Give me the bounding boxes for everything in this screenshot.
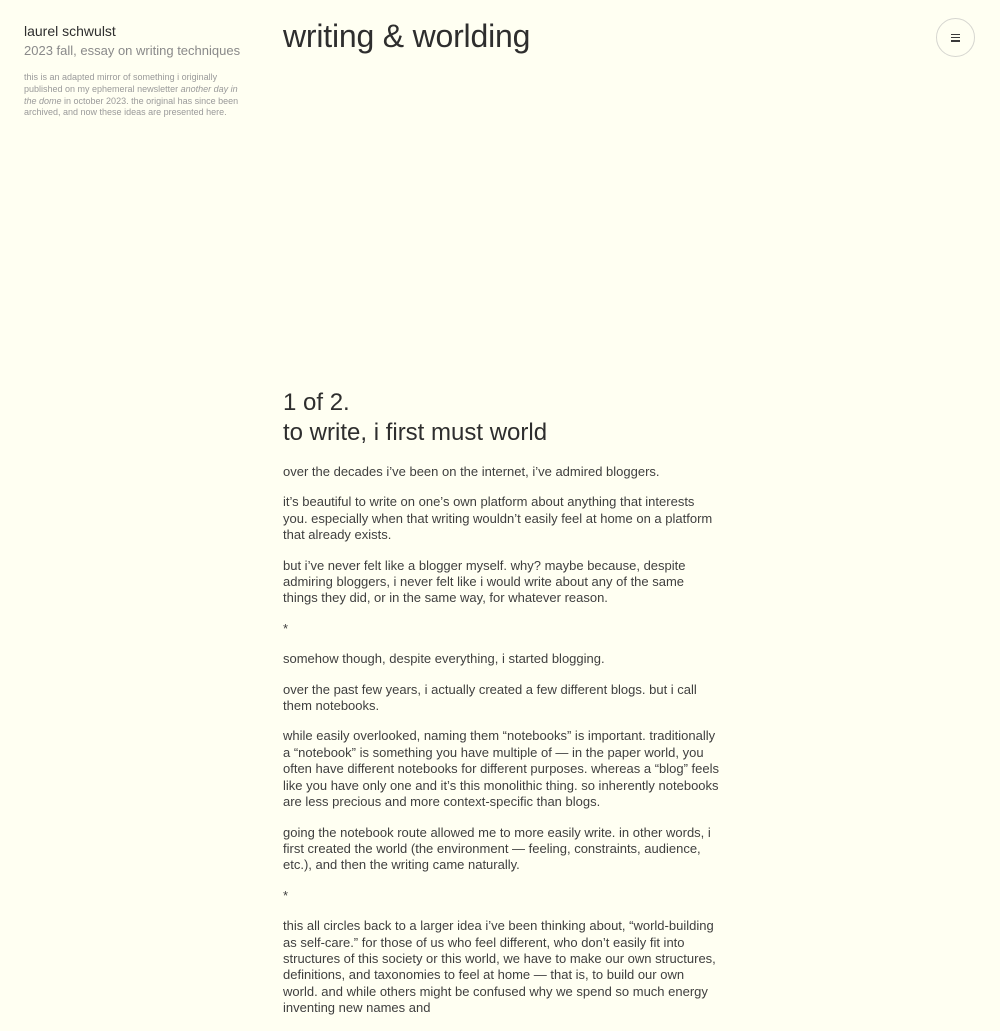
paragraph: somehow though, despite everything, i started blogging.: [283, 651, 605, 667]
section-separator: *: [283, 887, 289, 903]
hamburger-menu-icon: [951, 34, 960, 42]
author-name[interactable]: laurel schwulst: [24, 23, 116, 39]
paragraph: but i’ve never felt like a blogger myself. why? maybe because, despite admiring bloggers, i never felt like i would write about any of the same things they did, or in the same way, for whatever reason.: [283, 557, 686, 606]
paragraph: over the decades i’ve been on the internet, i’ve admired bloggers.: [283, 464, 660, 479]
essay-content: [283, 388, 719, 1031]
newsletter-name: another day in the dome: [24, 83, 238, 106]
mirror-note-text-start: this is an adapted mirror of something i originally published on my ephemeral newsletter: [24, 72, 218, 94]
paragraph: this all circles back to a larger idea i’ve been thinking about, “world-building as self-care.” for those of us who feel different, who don’t easily fit into structures of this society or this world, we have to make our own structures, definitions, and taxonomies to feel at home — that is, to build our own world. and while others might be confused why we spend so much energy inventing new names and: [283, 918, 716, 1016]
menu-button[interactable]: [936, 18, 975, 57]
paragraph: over the past few years, i actually created a few different blogs. but i call them notebooks.: [283, 681, 697, 714]
paragraph: going the notebook route allowed me to more easily write. in other words, i first created the world (the environment — feeling, constraints, audience, etc.), and then the writing came naturally.: [283, 824, 711, 873]
paragraph: while easily overlooked, naming them “notebooks” is important. traditionally a “notebook” is something you have multiple of — in the paper world, you often have different notebooks for different purposes. whereas a “blog” feels like you have only one and it’s this monolithic thing. so inherently notebooks are less precious and more context-specific than blogs.: [283, 728, 720, 810]
mirror-note-text-end: in october 2023. the original has since been archived, and now these ideas are presented here.: [24, 95, 239, 118]
mirror-note: [24, 72, 246, 119]
sidebar: [24, 22, 246, 119]
section-number: 1 of 2.: [283, 389, 350, 416]
essay-subtitle: 2023 fall, essay on writing techniques: [24, 43, 241, 58]
section-heading: [283, 388, 719, 448]
section-separator: *: [283, 620, 289, 636]
paragraph: it’s beautiful to write on one’s own platform about anything that interests you. especially when that writing wouldn’t easily feel at home on a platform that already exists.: [283, 494, 713, 543]
page-title: writing & worlding: [283, 18, 531, 54]
section-title: to write, i first must world: [283, 419, 548, 446]
